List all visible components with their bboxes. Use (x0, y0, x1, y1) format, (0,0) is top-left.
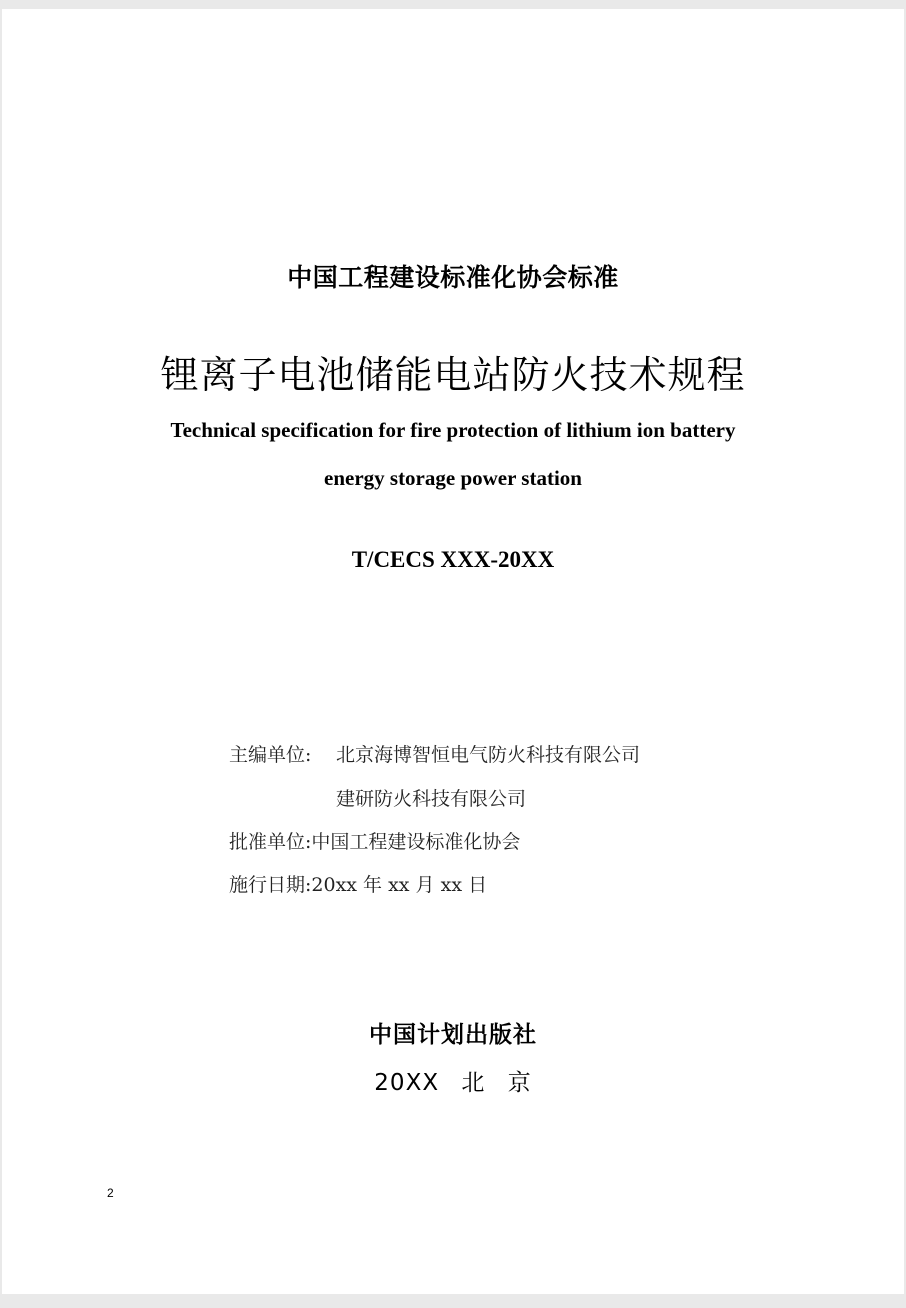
standard-code: T/CECS XXX-20XX (351, 547, 555, 572)
document-page (2, 9, 904, 1294)
chief-editor-unit-2: 建研防火科技有限公司 (336, 788, 527, 810)
publication-place: 20XX 北 京 (374, 1070, 532, 1096)
publisher-name: 中国计划出版社 (369, 1022, 537, 1048)
chief-editor-label: 主编单位: (229, 744, 312, 766)
effective-date: 施行日期:20xx 年 xx 月 xx 日 (229, 874, 488, 896)
document-title-english-line-1: Technical specification for fire protection of lithium ion battery (170, 418, 736, 442)
approval-unit: 批准单位:中国工程建设标准化协会 (229, 831, 521, 853)
page-number: 2 (107, 1186, 114, 1200)
issuing-organization: 中国工程建设标准化协会标准 (287, 263, 619, 292)
document-title-chinese: 锂离子电池储能电站防火技术规程 (160, 353, 746, 397)
chief-editor-unit-1: 北京海博智恒电气防火科技有限公司 (336, 744, 641, 766)
document-title-english-line-2: energy storage power station (324, 466, 582, 490)
